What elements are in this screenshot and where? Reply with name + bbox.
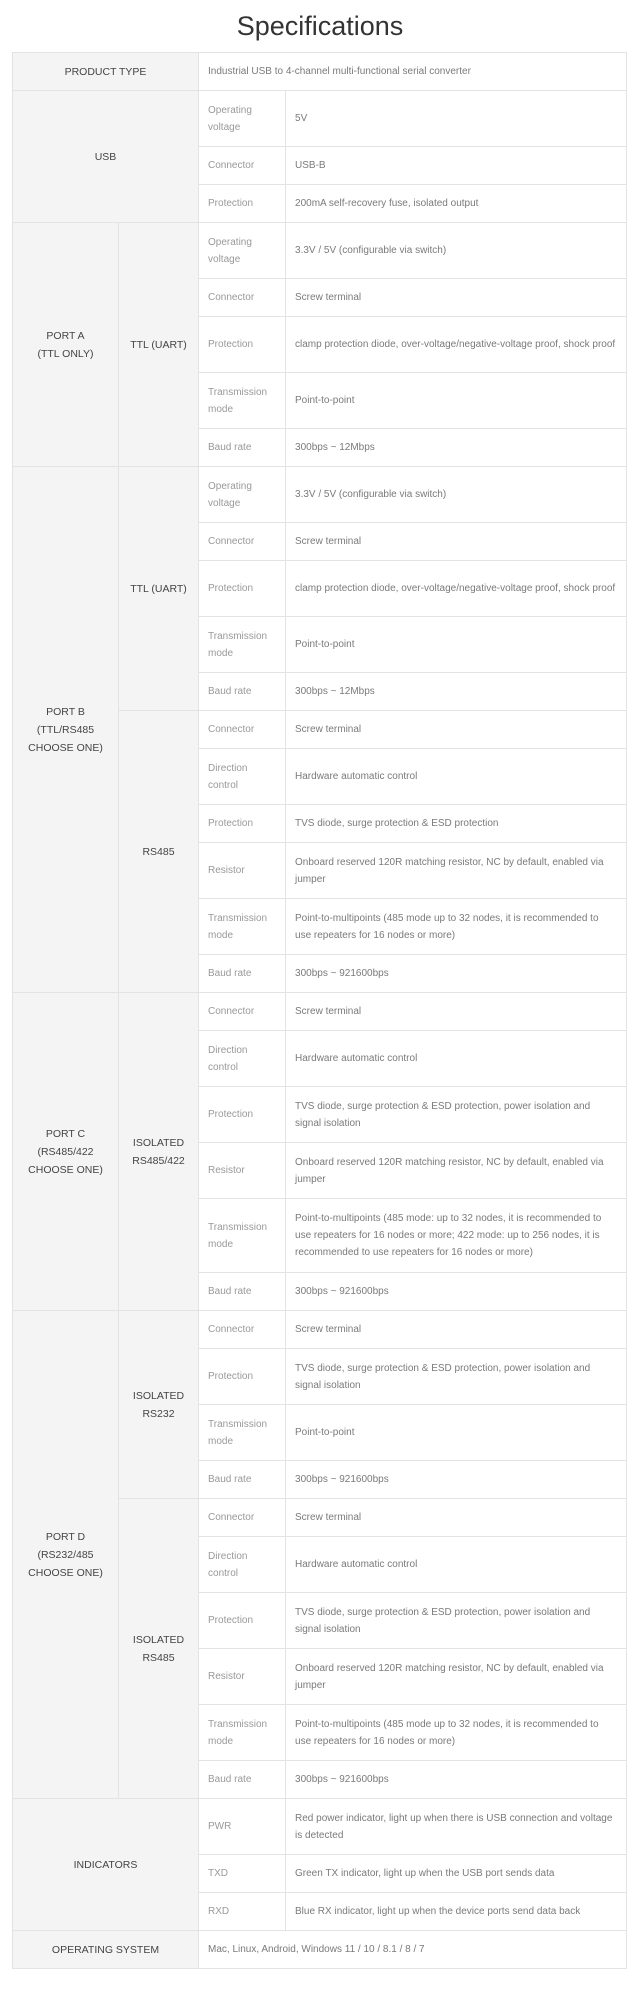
spec-value: 300bps ~ 921600bps xyxy=(286,1761,627,1799)
spec-attribute: Protection xyxy=(199,317,286,373)
spec-value: Point-to-multipoints (485 mode up to 32 nodes, it is recommended to use repeaters for 16 nodes or more) xyxy=(286,899,627,955)
spec-attribute: Protection xyxy=(199,1087,286,1143)
spec-value: Point-to-point xyxy=(286,373,627,429)
spec-attribute: Baud rate xyxy=(199,429,286,467)
spec-row xyxy=(13,467,627,523)
spec-attribute: Protection xyxy=(199,185,286,223)
spec-attribute: Transmission mode xyxy=(199,1199,286,1273)
spec-attribute: Transmission mode xyxy=(199,617,286,673)
spec-attribute: Transmission mode xyxy=(199,373,286,429)
spec-subcategory: RS485 xyxy=(119,711,199,993)
spec-attribute: Connector xyxy=(199,1311,286,1349)
spec-row xyxy=(13,993,627,1031)
spec-value: Screw terminal xyxy=(286,279,627,317)
spec-attribute: Operating voltage xyxy=(199,467,286,523)
spec-value: Hardware automatic control xyxy=(286,749,627,805)
spec-row xyxy=(13,1799,627,1855)
spec-value: TVS diode, surge protection & ESD protection, power isolation and signal isolation xyxy=(286,1087,627,1143)
spec-value: USB-B xyxy=(286,147,627,185)
spec-attribute: Protection xyxy=(199,561,286,617)
spec-attribute: TXD xyxy=(199,1855,286,1893)
spec-category: PORT B (TTL/RS485 CHOOSE ONE) xyxy=(13,467,119,993)
spec-value: 200mA self-recovery fuse, isolated output xyxy=(286,185,627,223)
spec-value: Screw terminal xyxy=(286,523,627,561)
spec-value: Point-to-multipoints (485 mode up to 32 nodes, it is recommended to use repeaters for 16 nodes or more) xyxy=(286,1705,627,1761)
spec-category: PORT A (TTL ONLY) xyxy=(13,223,119,467)
spec-subcategory: TTL (UART) xyxy=(119,223,199,467)
spec-value: Screw terminal xyxy=(286,1499,627,1537)
spec-value: 300bps ~ 921600bps xyxy=(286,1273,627,1311)
spec-value: clamp protection diode, over-voltage/negative-voltage proof, shock proof xyxy=(286,317,627,373)
spec-value: Industrial USB to 4-channel multi-functional serial converter xyxy=(199,53,627,91)
spec-attribute: RXD xyxy=(199,1893,286,1931)
spec-value: Hardware automatic control xyxy=(286,1537,627,1593)
spec-attribute: Operating voltage xyxy=(199,91,286,147)
spec-value: 300bps ~ 12Mbps xyxy=(286,673,627,711)
spec-row xyxy=(13,53,627,91)
spec-attribute: Connector xyxy=(199,279,286,317)
spec-value: Point-to-multipoints (485 mode: up to 32 nodes, it is recommended to use repeaters for 16 nodes or more; 422 mode: up to 256 nodes, it is recommended to use repeaters for 16 nodes or more) xyxy=(286,1199,627,1273)
spec-value: 5V xyxy=(286,91,627,147)
spec-row xyxy=(13,1931,627,1969)
spec-value: Green TX indicator, light up when the USB port sends data xyxy=(286,1855,627,1893)
spec-value: 3.3V / 5V (configurable via switch) xyxy=(286,223,627,279)
spec-category: PORT D (RS232/485 CHOOSE ONE) xyxy=(13,1311,119,1799)
spec-attribute: Baud rate xyxy=(199,955,286,993)
spec-value: Blue RX indicator, light up when the device ports send data back xyxy=(286,1893,627,1931)
spec-subcategory: ISOLATED RS485/422 xyxy=(119,993,199,1311)
spec-value: Screw terminal xyxy=(286,993,627,1031)
spec-value: Hardware automatic control xyxy=(286,1031,627,1087)
spec-value: 300bps ~ 921600bps xyxy=(286,1461,627,1499)
spec-category: PRODUCT TYPE xyxy=(13,53,199,91)
spec-row xyxy=(13,91,627,147)
spec-attribute: Protection xyxy=(199,1349,286,1405)
spec-attribute: Connector xyxy=(199,523,286,561)
spec-value: Point-to-point xyxy=(286,617,627,673)
spec-attribute: Baud rate xyxy=(199,1461,286,1499)
spec-value: Screw terminal xyxy=(286,1311,627,1349)
spec-attribute: Direction control xyxy=(199,1031,286,1087)
spec-value: Point-to-point xyxy=(286,1405,627,1461)
spec-attribute: Resistor xyxy=(199,1143,286,1199)
spec-value: clamp protection diode, over-voltage/negative-voltage proof, shock proof xyxy=(286,561,627,617)
spec-value: TVS diode, surge protection & ESD protection, power isolation and signal isolation xyxy=(286,1593,627,1649)
page-title: Specifications xyxy=(236,10,404,41)
spec-value: 300bps ~ 921600bps xyxy=(286,955,627,993)
spec-subcategory: ISOLATED RS232 xyxy=(119,1311,199,1499)
spec-attribute: Protection xyxy=(199,1593,286,1649)
spec-attribute: Transmission mode xyxy=(199,1705,286,1761)
spec-category: PORT C (RS485/422 CHOOSE ONE) xyxy=(13,993,119,1311)
spec-attribute: Transmission mode xyxy=(199,899,286,955)
spec-attribute: Protection xyxy=(199,805,286,843)
spec-category: INDICATORS xyxy=(13,1799,199,1931)
spec-attribute: Connector xyxy=(199,711,286,749)
spec-attribute: Resistor xyxy=(199,843,286,899)
spec-attribute: PWR xyxy=(199,1799,286,1855)
spec-attribute: Direction control xyxy=(199,749,286,805)
spec-category: OPERATING SYSTEM xyxy=(13,1931,199,1969)
spec-subcategory: ISOLATED RS485 xyxy=(119,1499,199,1799)
spec-value: TVS diode, surge protection & ESD protection xyxy=(286,805,627,843)
spec-value: Onboard reserved 120R matching resistor, NC by default, enabled via jumper xyxy=(286,1143,627,1199)
spec-attribute: Connector xyxy=(199,993,286,1031)
spec-value: Mac, Linux, Android, Windows 11 / 10 / 8.1 / 8 / 7 xyxy=(199,1931,627,1969)
spec-value: TVS diode, surge protection & ESD protection, power isolation and signal isolation xyxy=(286,1349,627,1405)
spec-value: Red power indicator, light up when there is USB connection and voltage is detected xyxy=(286,1799,627,1855)
spec-attribute: Connector xyxy=(199,147,286,185)
specifications-table xyxy=(12,52,627,1969)
spec-subcategory: TTL (UART) xyxy=(119,467,199,711)
spec-value: Onboard reserved 120R matching resistor, NC by default, enabled via jumper xyxy=(286,1649,627,1705)
spec-value: 3.3V / 5V (configurable via switch) xyxy=(286,467,627,523)
spec-attribute: Direction control xyxy=(199,1537,286,1593)
spec-attribute: Connector xyxy=(199,1499,286,1537)
spec-attribute: Baud rate xyxy=(199,673,286,711)
spec-attribute: Baud rate xyxy=(199,1761,286,1799)
spec-category: USB xyxy=(13,91,199,223)
spec-value: Screw terminal xyxy=(286,711,627,749)
spec-attribute: Baud rate xyxy=(199,1273,286,1311)
spec-row xyxy=(13,1311,627,1349)
spec-attribute: Resistor xyxy=(199,1649,286,1705)
spec-row xyxy=(13,223,627,279)
spec-value: 300bps ~ 12Mbps xyxy=(286,429,627,467)
spec-attribute: Transmission mode xyxy=(199,1405,286,1461)
spec-attribute: Operating voltage xyxy=(199,223,286,279)
spec-value: Onboard reserved 120R matching resistor, NC by default, enabled via jumper xyxy=(286,843,627,899)
